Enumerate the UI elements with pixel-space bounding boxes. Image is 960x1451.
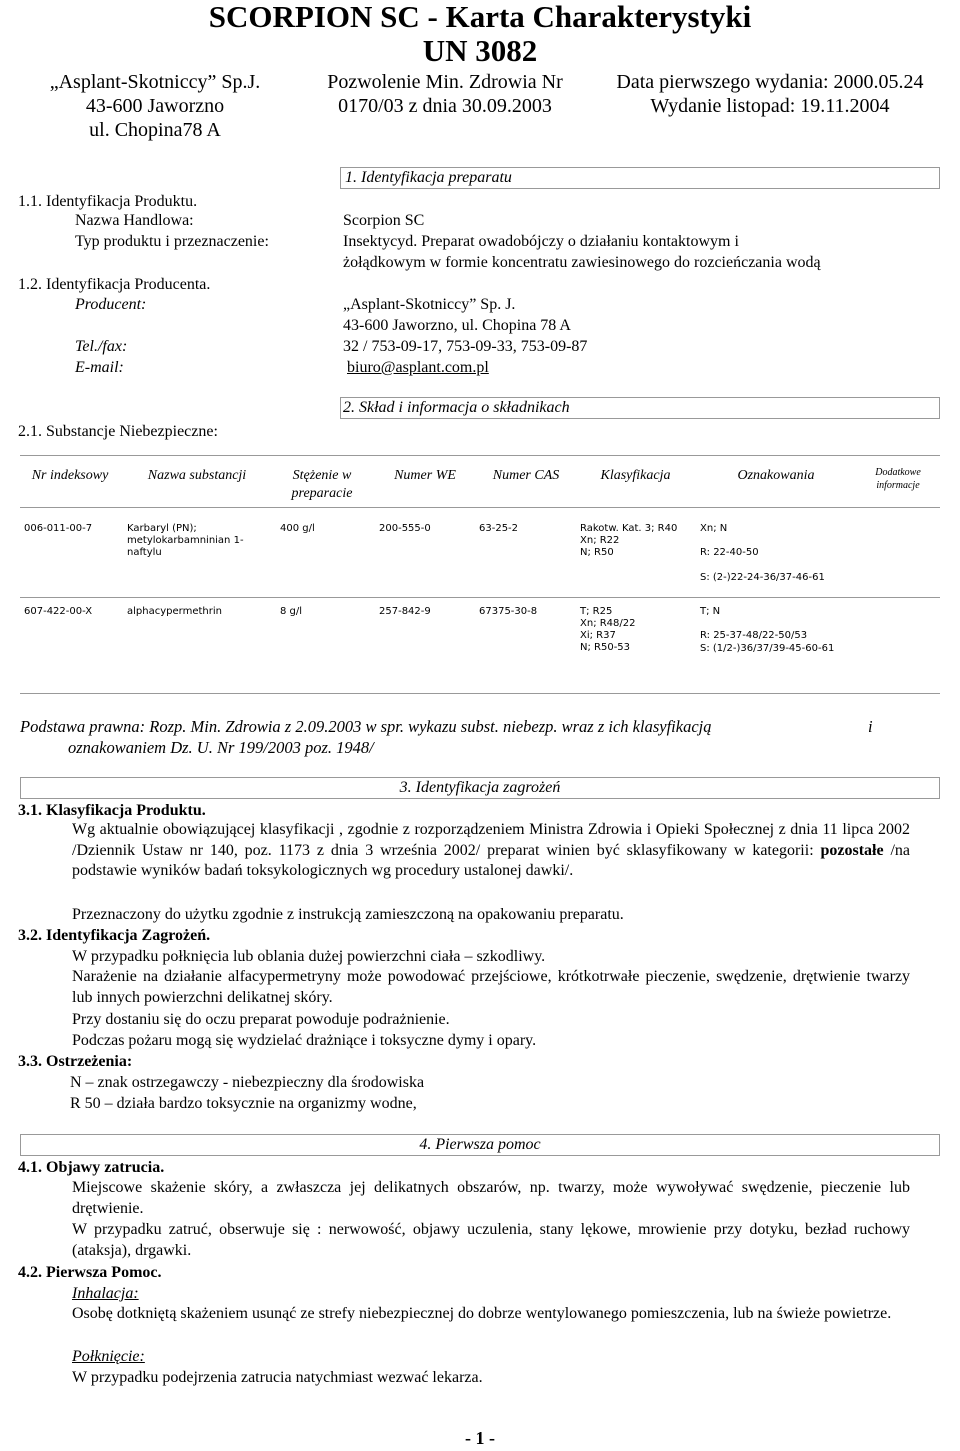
row-2-classification xyxy=(580,606,636,654)
hazard-fire: Podczas pożaru mogą się wydzielać drażniące i toksyczne dymy i opary. xyxy=(72,1032,537,1049)
permit-block xyxy=(300,70,590,118)
row-1-name-line: naftylu xyxy=(127,547,162,558)
row-2-we: 257-842-9 xyxy=(379,606,431,617)
row-1-class-line: Rakotw. Kat. 3; R40 xyxy=(580,523,678,534)
tel-fax-label: Tel./fax: xyxy=(75,338,128,355)
page-number: - 1 - xyxy=(465,1428,495,1448)
row-2-label-symbols: T; N xyxy=(700,606,721,617)
classification-text-end: /na podstawie wyników badań toksykologicznych wg procedury ustalonej dawki/. xyxy=(72,841,911,879)
hazard-swallow: W przypadku połknięcia lub oblania dużej powierzchni ciała – szkodliwy. xyxy=(72,948,546,965)
subsection-3-2: 3.2. Identyfikacja Zagrożeń. xyxy=(18,927,211,944)
table-header-border xyxy=(20,507,940,508)
section-3-heading-bar xyxy=(20,777,940,799)
classification-category: pozostałe xyxy=(820,841,884,859)
row-2-class-line: N; R50-53 xyxy=(580,642,631,653)
section-2-heading: 2. Skład i informacja o składnikach xyxy=(343,399,570,416)
subsection-4-2: 4.2. Pierwsza Pomoc. xyxy=(18,1264,162,1281)
product-type-value-2: żołądkowym w formie koncentratu zawiesinowego do rozcieńczania wodą xyxy=(343,254,821,271)
row-1-classification xyxy=(580,523,677,559)
row-2-class-line: Xn; R48/22 xyxy=(580,618,636,629)
warning-r50: R 50 – działa bardzo toksycznie na organizmy wodne, xyxy=(70,1095,417,1112)
col-header-additional xyxy=(858,466,938,492)
col-header-concentration-line-2: preparacie xyxy=(291,486,353,501)
product-type-value-1: Insektycyd. Preparat owadobójczy o działaniu kontaktowym i xyxy=(343,233,739,250)
col-header-classification: Klasyfikacja xyxy=(600,468,671,483)
dates-block xyxy=(595,70,945,118)
producer-address: 43-600 Jaworzno, ul. Chopina 78 A xyxy=(343,317,571,334)
inhalation-text: Osobę dotkniętą skażeniem usunąć ze strefy niebezpiecznej do dobrze wentylowanego pomieszczenia, lub na świeże powietrze. xyxy=(72,1305,892,1322)
table-top-border xyxy=(20,455,940,456)
table-row-border xyxy=(20,597,940,598)
warning-n: N – znak ostrzegawczy - niebezpieczny dla środowiska xyxy=(70,1074,425,1091)
section-1-heading-bar xyxy=(340,167,940,189)
col-header-concentration xyxy=(272,467,372,503)
table-bottom-border xyxy=(20,693,940,694)
company-city: 43-600 Jaworzno xyxy=(85,95,225,117)
row-1-class-line: Xn; R22 xyxy=(580,535,620,546)
col-header-we: Numer WE xyxy=(394,468,456,483)
email-label: E-mail: xyxy=(75,359,124,376)
row-1-label-r: R: 22-40-50 xyxy=(700,547,759,558)
classification-paragraph xyxy=(72,820,910,882)
usage-paragraph: Przeznaczony do użytku zgodnie z instrukcją zamieszczoną na opakowaniu preparatu. xyxy=(72,906,624,923)
row-1-class-line: N; R50 xyxy=(580,547,614,558)
edition-date: Wydanie listopad: 19.11.2004 xyxy=(650,95,890,117)
row-1-index: 006-011-00-7 xyxy=(24,523,93,534)
subsection-2-1: 2.1. Substancje Niebezpieczne: xyxy=(18,423,218,440)
section-4-heading: 4. Pierwsza pomoc xyxy=(419,1136,541,1153)
legal-basis-line-2: oznakowaniem Dz. U. Nr 199/2003 poz. 1948/ xyxy=(68,738,374,757)
subsection-3-3: 3.3. Ostrzeżenia: xyxy=(18,1053,133,1070)
col-header-concentration-line-1: Stężenie w xyxy=(292,468,352,483)
row-2-label-s: S: (1/2-)36/37/39-45-60-61 xyxy=(700,643,835,654)
trade-name-label: Nazwa Handlowa: xyxy=(75,212,194,229)
subsection-3-1: 3.1. Klasyfikacja Produktu. xyxy=(18,802,206,819)
row-1-name xyxy=(127,523,244,559)
row-1-name-line: Karbaryl (PN); xyxy=(127,523,197,534)
col-header-index: Nr indeksowy xyxy=(31,468,109,483)
subsection-1-1: 1.1. Identyfikacja Produktu. xyxy=(18,193,198,210)
row-1-name-line: metylokarbamninian 1- xyxy=(127,535,244,546)
section-3-heading: 3. Identyfikacja zagrożeń xyxy=(399,779,561,796)
section-1-heading: 1. Identyfikacja preparatu xyxy=(345,169,512,186)
inhalation-label: Inhalacja: xyxy=(72,1285,139,1302)
section-4-heading-bar xyxy=(20,1134,940,1156)
hazard-exposure: Narażenie na działanie alfacypermetryny może powodować przejściowe, krótkotrwałe pieczenie, swędzenie, drętwienie twarzy lub innych powierzchni delikatnej skóry. xyxy=(72,968,910,1006)
row-1-cas: 63-25-2 xyxy=(479,523,519,534)
row-1-label-s: S: (2-)22-24-36/37-46-61 xyxy=(700,572,825,583)
col-header-name: Nazwa substancji xyxy=(147,468,247,483)
ingestion-text: W przypadku podejrzenia zatrucia natychmiast wezwać lekarza. xyxy=(72,1369,483,1386)
row-2-cas: 67375-30-8 xyxy=(479,606,538,617)
trade-name-value: Scorpion SC xyxy=(343,212,425,229)
row-2-class-line: Xi; R37 xyxy=(580,630,616,641)
subsection-4-1: 4.1. Objawy zatrucia. xyxy=(18,1159,165,1176)
row-1-we: 200-555-0 xyxy=(379,523,431,534)
permit-line-1: Pozwolenie Min. Zdrowia Nr xyxy=(327,71,563,93)
row-2-index: 607-422-00-X xyxy=(24,606,93,617)
symptoms-poisoning: W przypadku zatruć, obserwuje się : nerwowość, objawy uczulenia, stany lękowe, mrowienie przy dotyku, bezład ruchowy (ataksja), drgawki. xyxy=(72,1221,910,1259)
un-number: UN 3082 xyxy=(422,33,538,68)
row-2-label-r: R: 25-37-48/22-50/53 xyxy=(700,630,808,641)
col-header-additional-line-1: Dodatkowe xyxy=(875,467,921,478)
row-1-label-symbols: Xn; N xyxy=(700,523,728,534)
ingestion-label: Połknięcie: xyxy=(72,1348,145,1365)
row-2-name: alphacypermethrin xyxy=(127,606,222,617)
hazard-eyes: Przy dostaniu się do oczu preparat powoduje podrażnienie. xyxy=(72,1011,450,1028)
col-header-additional-line-2: informacje xyxy=(876,480,920,491)
row-2-concentration: 8 g/l xyxy=(280,606,303,617)
section-2-heading-bar xyxy=(340,397,940,419)
first-edition-date: Data pierwszego wydania: 2000.05.24 xyxy=(616,71,924,93)
classification-text: Wg aktualnie obowiązującej klasyfikacji , zgodnie z rozporządzeniem Ministra Zdrowia i Opieki Społecznej z dnia 11 lipca 2002 /Dziennik Ustaw nr 140, poz. 1173 z dnia 3 września 2002/ preparat winien być sklasyfikowany w kategorii: xyxy=(72,821,910,859)
producer-name: „Asplant-Skotniccy” Sp. J. xyxy=(343,296,516,313)
col-header-cas: Numer CAS xyxy=(492,468,560,483)
col-header-labelling: Oznakowania xyxy=(737,468,815,483)
company-block xyxy=(20,70,290,142)
permit-line-2: 0170/03 z dnia 30.09.2003 xyxy=(338,95,552,117)
symptoms-skin: Miejscowe skażenie skóry, a zwłaszcza jej delikatnych obszarów, np. twarzy, może wywoływać swędzenie, pieczenie lub drętwienie. xyxy=(72,1179,910,1217)
email-link[interactable]: biuro@asplant.com.pl xyxy=(347,359,489,376)
company-street: ul. Chopina78 A xyxy=(89,119,221,141)
row-2-class-line: T; R25 xyxy=(580,606,613,617)
subsection-1-2: 1.2. Identyfikacja Producenta. xyxy=(18,276,211,293)
product-type-label: Typ produktu i przeznaczenie: xyxy=(75,233,269,250)
company-name: „Asplant-Skotniccy” Sp.J. xyxy=(49,71,261,93)
legal-basis-line-1: Podstawa prawna: Rozp. Min. Zdrowia z 2.09.2003 w spr. wykazu subst. niebezp. wraz z ich klasyfikacją xyxy=(20,717,712,736)
producer-label: Producent: xyxy=(75,296,147,313)
legal-basis-i: i xyxy=(868,717,873,736)
row-1-concentration: 400 g/l xyxy=(280,523,315,534)
tel-fax-value: 32 / 753-09-17, 753-09-33, 753-09-87 xyxy=(343,338,588,355)
document-title: SCORPION SC - Karta Charakterystyki xyxy=(208,0,752,34)
